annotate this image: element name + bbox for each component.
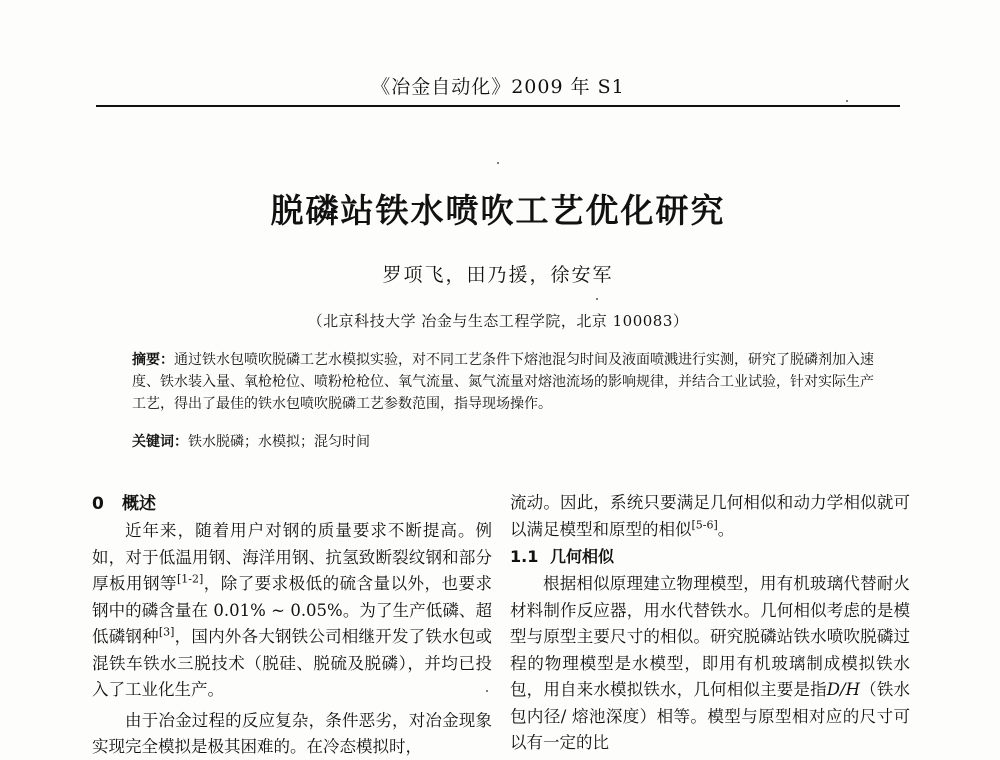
left-column	[92, 490, 492, 760]
subsection-title: 几何相似	[550, 547, 615, 566]
keywords-text: 铁水脱磷；水模拟；混匀时间	[188, 434, 370, 450]
paragraph-text: 。	[717, 519, 735, 539]
paragraph	[510, 571, 910, 757]
paragraph-text: 流动。因此，系统只要满足几何相似和动力学相似就可以满足模型和原型的相似	[510, 493, 910, 539]
citation: [5-6]	[691, 518, 718, 531]
section-number: 0	[92, 494, 104, 514]
abstract	[132, 349, 874, 415]
paper-title: 脱磷站铁水喷吹工艺优化研究	[270, 191, 726, 230]
journal-header: 《冶金自动化》2009 年 S1	[371, 76, 625, 98]
subsection-heading-1-1	[510, 543, 910, 571]
abstract-label: 摘要：	[132, 352, 174, 368]
section-title: 概述	[122, 494, 156, 514]
keywords-label: 关键词：	[132, 434, 188, 450]
scan-speck	[596, 298, 598, 300]
paragraph-text: （铁水包内径/ 熔池深度）相等。模型与原型相对应的尺寸可以有一定的比	[510, 680, 911, 752]
affiliation: （北京科技大学 冶金与生态工程学院，北京 100083）	[307, 312, 689, 330]
citation: [1-2]	[176, 572, 204, 586]
subsection-number: 1.1	[510, 547, 539, 566]
section-heading-0	[92, 490, 492, 518]
authors: 罗项飞，田乃援，徐安军	[382, 264, 614, 286]
right-column	[510, 490, 910, 757]
paragraph-text: 由于冶金过程的反应复杂，条件恶劣，对冶金现象实现完全模拟是极其困难的。在冷态模拟时，	[92, 710, 492, 756]
scan-speck	[846, 100, 848, 102]
citation: [3]	[158, 625, 175, 639]
formula-dh: D/H	[826, 680, 860, 699]
abstract-text: 通过铁水包喷吹脱磷工艺水模拟实验，对不同工艺条件下熔池混匀时间及液面喷溅进行实测，研究了脱磷剂加入速度、铁水装入量、氧枪枪位、喷粉枪枪位、氧气流量、氮气流量对熔池流场的影响规律，并结合工业试验，针对实际生产工艺，得出了最佳的铁水包喷吹脱磷工艺参数范围，指导现场操作。	[132, 352, 874, 412]
scan-speck	[497, 162, 499, 164]
header-rule	[96, 105, 900, 107]
paragraph-text: ，国内外各大钢铁公司相继开发了铁水包或混铁车铁水三脱技术（脱硅、脱硫及脱磷），并均已投入了工业化生产。	[92, 627, 493, 699]
paragraph	[92, 708, 492, 760]
paragraph-text: ，除了要求极低的硫含量以外，也要求钢中的磷含量在 0.01% ~ 0.05%。为了生产低磷、超低磷钢种	[92, 574, 493, 646]
keywords	[132, 431, 874, 453]
scan-speck	[486, 690, 488, 692]
paragraph-text: 根据相似原理建立物理模型，用有机玻璃代替耐火材料制作反应器，用水代替铁水。几何相似考虑的是模型与原型主要尺寸的相似。研究脱磷站铁水喷吹脱磷过程的物理模型是水模型，即用有机玻璃制成模拟铁水包，用自来水模拟铁水，几何相似主要是指	[510, 574, 910, 699]
paragraph	[510, 490, 910, 543]
paragraph	[92, 518, 492, 704]
paragraph-text: 近年来，随着用户对钢的质量要求不断提高。例如，对于低温用钢、海洋用钢、抗氢致断裂纹钢和部分厚板用钢等	[92, 521, 492, 593]
